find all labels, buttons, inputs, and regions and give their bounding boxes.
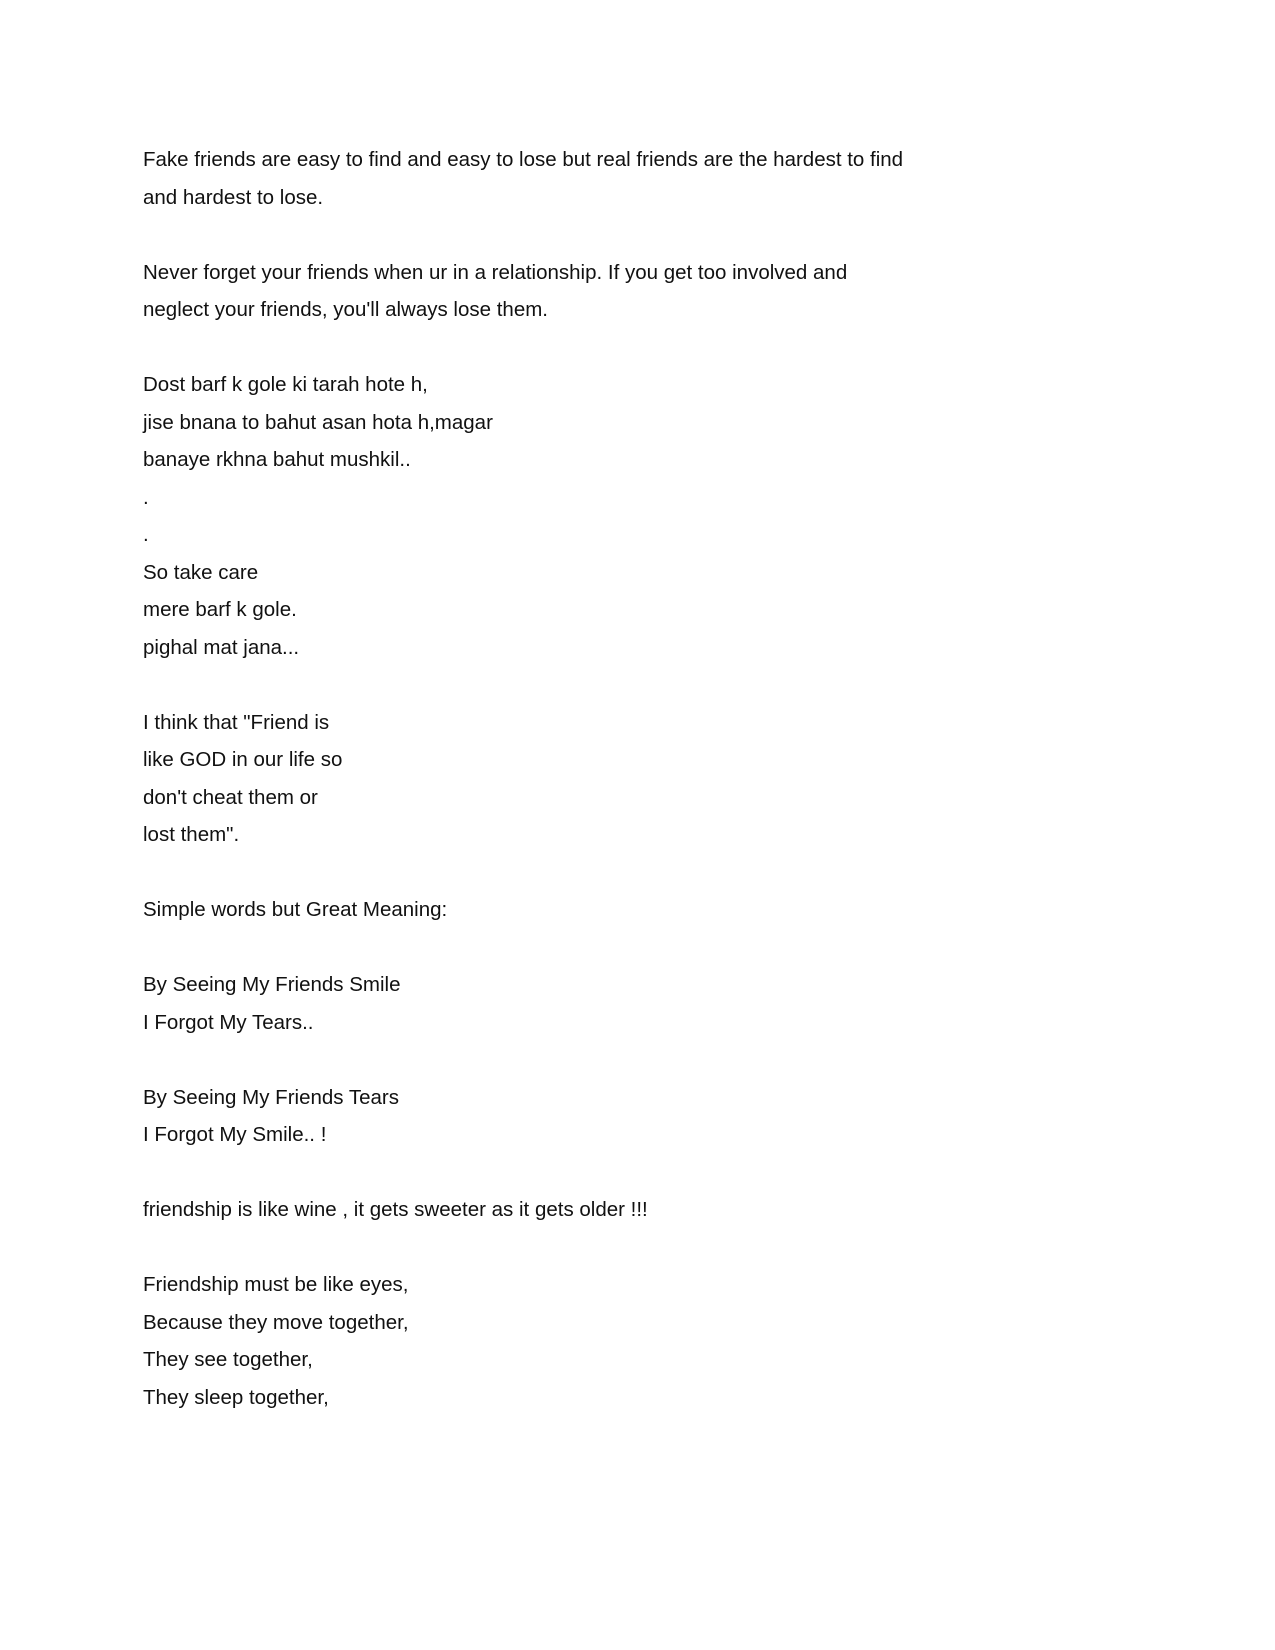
text-line: friendship is like wine , it gets sweeter as it gets older !!! [143, 1198, 648, 1221]
text-line: and hardest to lose. [143, 185, 324, 209]
paragraph [143, 704, 1143, 854]
paragraph [143, 891, 1143, 929]
text-line: mere barf k gole. [143, 598, 297, 621]
text-line: like GOD in our life so [143, 748, 343, 771]
text-line: They see together, [143, 1348, 313, 1371]
text-line: Dost barf k gole ki tarah hote h, [143, 373, 428, 396]
paragraph [143, 966, 1143, 1041]
paragraph [143, 1266, 1143, 1416]
text-line: . [143, 523, 149, 546]
text-line: So take care [143, 560, 259, 584]
text-line: Because they move together, [143, 1310, 409, 1334]
text-line: I Forgot My Tears.. [143, 1010, 314, 1034]
document-body [143, 141, 1143, 1454]
text-line: pighal mat jana... [143, 635, 300, 659]
paragraph [143, 1191, 1143, 1229]
text-line: neglect your friends, you'll always lose them. [143, 298, 548, 321]
paragraph [143, 141, 1143, 216]
text-line: Simple words but Great Meaning: [143, 898, 448, 921]
text-line: lost them". [143, 823, 240, 846]
paragraph [143, 254, 1143, 329]
text-line: Friendship must be like eyes, [143, 1273, 409, 1296]
paragraph [143, 366, 1143, 666]
text-line: Never forget your friends when ur in a relationship. If you get too involved and [143, 260, 848, 284]
text-line: By Seeing My Friends Smile [143, 973, 401, 996]
text-line: . [143, 485, 149, 509]
paragraph [143, 1079, 1143, 1154]
text-line: Fake friends are easy to find and easy to lose but real friends are the hardest to find [143, 148, 904, 171]
text-line: I Forgot My Smile.. ! [143, 1123, 327, 1146]
text-line: banaye rkhna bahut mushkil.. [143, 448, 411, 471]
text-line: They sleep together, [143, 1385, 329, 1409]
text-line: I think that "Friend is [143, 710, 330, 734]
text-line: don't cheat them or [143, 785, 318, 809]
text-line: By Seeing My Friends Tears [143, 1085, 399, 1109]
text-line: jise bnana to bahut asan hota h,magar [143, 410, 493, 434]
